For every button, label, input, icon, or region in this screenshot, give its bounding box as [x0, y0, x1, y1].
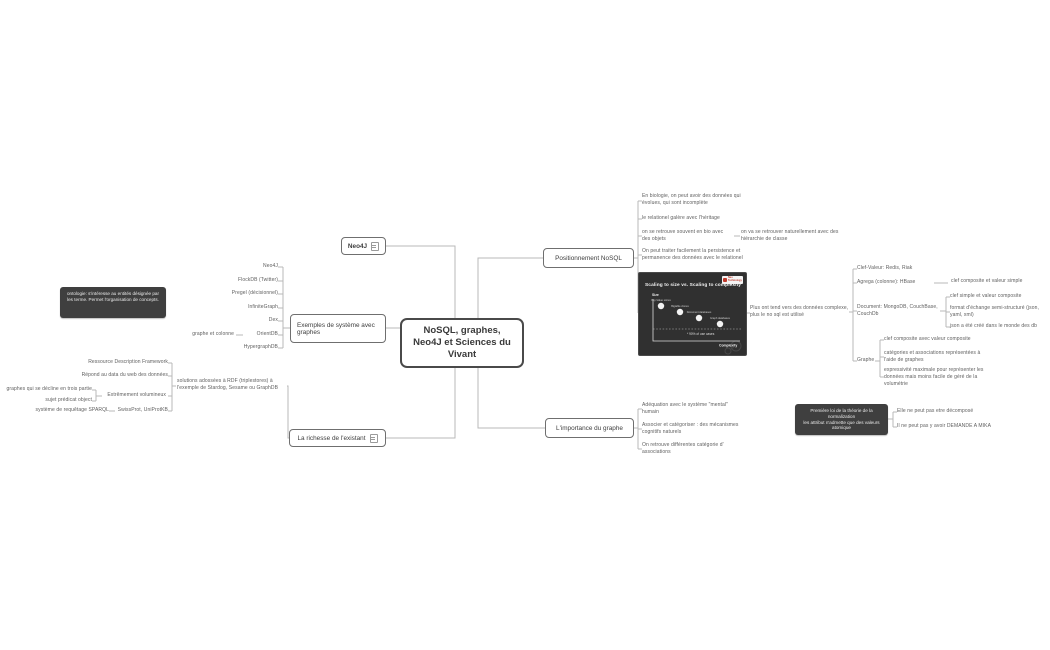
slide-dot-label-bigtable: Bigtable clones [671, 305, 689, 308]
slide-dot-keyvalue [658, 303, 664, 309]
slide-dot-label-keyvalue: Key-Value stores [651, 299, 671, 302]
central-topic[interactable] [400, 318, 524, 368]
slide-x-axis-label: Complexity [719, 343, 738, 348]
volumineux-child-triple[interactable]: graphes qui se décline en trois partie [6, 386, 92, 392]
exemples-item-hypergraphdb[interactable]: HypergraphDB [243, 344, 278, 350]
pos-item-persistence[interactable]: On peut traiter facilement la persistence et permanence des données avec le relationel [642, 248, 743, 261]
slide-dot-document [696, 315, 702, 321]
slide-note: * 90% of use cases [687, 332, 715, 336]
pos-item-objets[interactable]: on se retrouve souvent en bio avec des objets [642, 229, 724, 242]
richesse-item-webdata[interactable]: Répond au data du web des données [81, 372, 168, 378]
richesse-item-volumineux[interactable]: Extrêmement volumineux [107, 392, 166, 398]
slide-chart [639, 273, 746, 355]
branch-neo4j-label: Neo4J [347, 242, 368, 250]
slide-dot-graph [717, 321, 723, 327]
branch-importance[interactable] [545, 418, 634, 438]
type-clef-valeur[interactable]: Clef-Valeur: Redis, Riak [857, 265, 913, 271]
premiere-loi-bracket [888, 412, 897, 427]
ontologie-note[interactable]: ontologie: s'intéresse au entités désignée par les terme. Permet l'organisation de concepts. [60, 287, 166, 318]
type-document[interactable]: Document: MongoDB, CouchBase, CouchDb [857, 304, 938, 317]
importance-bracket [634, 409, 642, 449]
exemples-item-flockdb[interactable]: FlockDB (Twitter) [237, 277, 278, 283]
imp-item-categories[interactable]: On retrouve différentes catégorie d' associations [642, 442, 724, 455]
graphe-child-expressivite[interactable]: expressivité maximale pour représenter les données mais moins facile de géré de la volumétrie [884, 367, 984, 387]
slide-dot-label-document: Document databases [686, 311, 712, 314]
exemples-item-orientdb[interactable]: OrientDB [256, 331, 278, 337]
richesse-item-rdf[interactable]: Ressource Description Framework [88, 359, 168, 365]
slide-dot-bigtable [677, 309, 683, 315]
sparql-node[interactable]: système de requêtage SPARQL [35, 407, 109, 413]
richesse-solutions[interactable]: solutions adossées à RDF (triplestores) à l'exemple de Stardog, Sesame ou GraphDB [177, 378, 279, 391]
volumineux-child-sujet[interactable]: sujet prédicat object [45, 397, 92, 403]
document-child-format[interactable]: format d'échange semi-structuré (json, yaml, xml) [950, 305, 1039, 318]
branch-richesse[interactable] [289, 429, 386, 447]
graphe-child-clef[interactable]: clef composite avec valeur composite [884, 336, 971, 342]
exemples-item-infinitegraph[interactable]: InfiniteGraph [248, 304, 278, 310]
pos-conclusion[interactable]: Plus ont tend vers des données complexe, plus le no sql est utilisé [750, 305, 849, 318]
branch-importance-label: L'importance du graphe [556, 424, 623, 432]
pos-item-relationel[interactable]: le relationel galère avec l'héritage [642, 215, 720, 221]
pos-item-hierarchie[interactable]: on va se retrouver naturellement avec des hiérarchie de classe [741, 229, 839, 242]
branch-positionnement[interactable] [543, 248, 634, 268]
imp-item-associer[interactable]: Associer et catégoriser : des mécanismes cognitifs naturels [642, 422, 739, 435]
slide-title: Scaling to size vs. Scaling to complexity [645, 283, 742, 288]
document-child-clef[interactable]: clef simple et valeur composite [950, 293, 1022, 299]
imp-item-adequation[interactable]: Adéquation avec le système "mental" humain [642, 402, 728, 415]
branch-exemples-label: Exemples de système avec graphes [297, 321, 375, 336]
premiere-loi-note[interactable] [795, 404, 888, 435]
richesse-item-swissprot[interactable]: SwissProt, UniProtKB [117, 407, 168, 413]
slide-dot-label-graph: Graph databases [710, 317, 730, 320]
exemples-item-dex[interactable]: Dex [268, 317, 278, 323]
document-child-json[interactable]: json a été créé dans le monde des db [950, 323, 1037, 329]
slide-y-axis-label: Size [652, 293, 659, 297]
note-icon[interactable] [371, 242, 379, 251]
type-graphe[interactable]: Graphe [857, 357, 875, 363]
pos-item-biologie[interactable]: En biologie, on peut avoir des données qui évolues, qui sont incomplète [642, 193, 741, 206]
type-agrega[interactable]: Agrega (colonne): HBase [857, 279, 916, 285]
logo-text: Neo Technology [728, 276, 742, 282]
scaling-slide-image[interactable] [638, 272, 747, 356]
note-icon[interactable] [370, 434, 378, 443]
loi-child-decompose[interactable]: Elle ne peut pas etre décomposé [897, 408, 974, 414]
loi-child-mika[interactable]: Il ne peut pas y avoir DEMANDE A MIKA [897, 423, 992, 429]
branch-neo4j[interactable] [341, 237, 386, 255]
branch-exemples[interactable] [290, 314, 386, 343]
branch-richesse-label: La richesse de l'existant [297, 434, 366, 442]
exemples-item-neo4j[interactable]: Neo4J [263, 263, 278, 269]
central-topic-label: NoSQL, graphes, Neo4J et Sciences du Vivant [413, 325, 511, 360]
exemples-item-pregel[interactable]: Pregel (décisionnel) [231, 290, 278, 296]
agrega-child[interactable]: clef composite et valeur simple [951, 278, 1023, 284]
orientdb-note[interactable]: graphe et colonne [192, 331, 234, 337]
premiere-loi-line2: les attribut n'admette que des valeurs atomique [803, 419, 880, 431]
graphe-child-categories[interactable]: catégories et associations représentées à l'aide de graphes [884, 350, 981, 363]
branch-positionnement-label: Positionnement NoSQL [555, 254, 622, 262]
premiere-loi-line1: Première loi de la théorie de la normalization [810, 408, 873, 419]
